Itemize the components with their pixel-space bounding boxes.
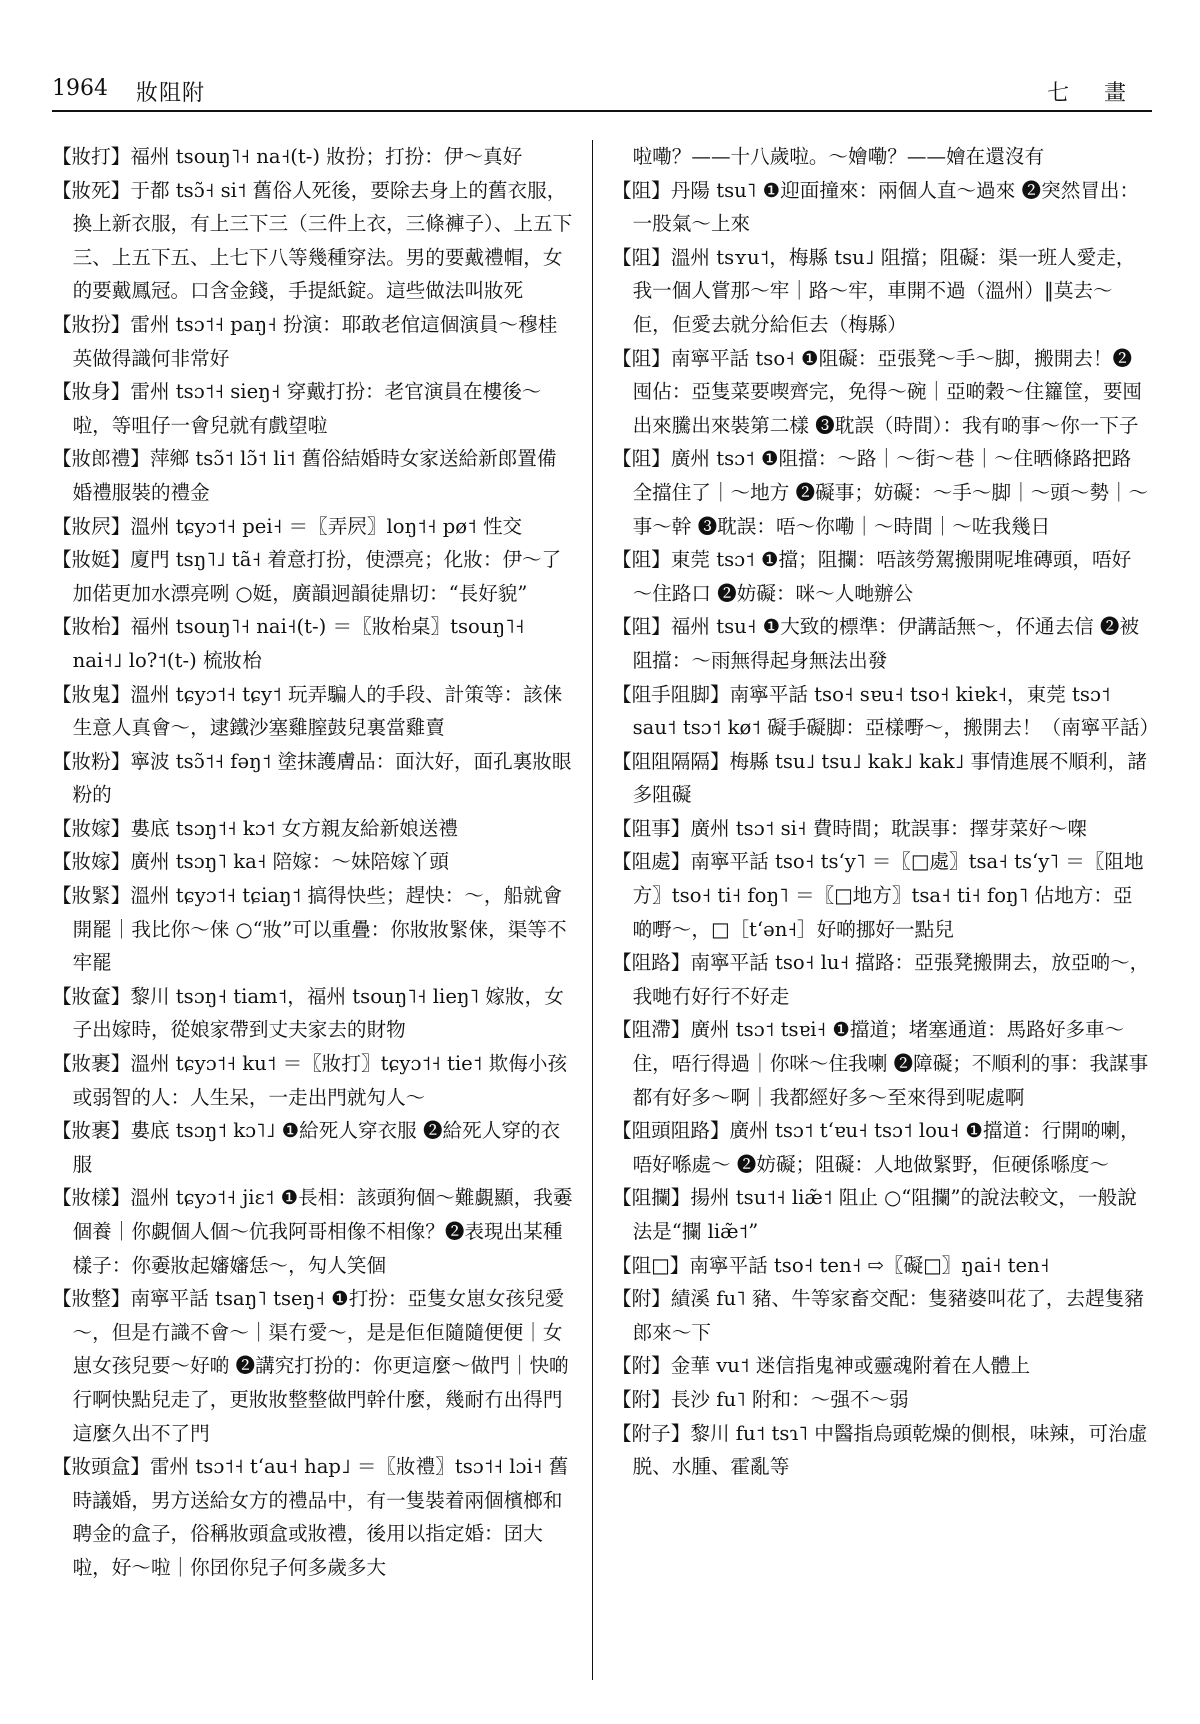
dictionary-entry: 【妝樣】溫州 tɕyɔ˦˧ jiɛ˦ ❶長相：該頭狗個～難覷顯，我嫑個養｜你覷個人個～伉我阿哥相像不相像？❷表現出某種樣子：你嫑妝起嬸嬸恁～，勼人笑個 xyxy=(52,1186,573,1277)
page-number: 1964 xyxy=(52,76,108,101)
dictionary-entry: 【妝緊】溫州 tɕyɔ˦˧ tɕiaŋ˦ 搞得快些；趕快：～，船就會開罷｜我比你～俫 ○“妝”可以重疊：你妝妝緊俫，渠等不牢罷 xyxy=(52,884,567,975)
section-title: 七 畫 xyxy=(1047,81,1140,106)
right-column-entries xyxy=(612,174,1160,1484)
left-column xyxy=(52,140,574,1585)
dictionary-entry: 【妝枱】福州 tsouŋ˥˧ nai˧(t-) ＝〖妝枱桌〗tsouŋ˥˧ nai˧˩ lo?˦(t-) 梳妝枱 xyxy=(52,615,525,672)
dictionary-entry: 【阻】福州 tsu˧ ❶大致的標準：伊講話無～，伓通去信 ❷被阻擋：～雨無得起身無法出發 xyxy=(612,615,1140,672)
running-title: 妝阻附 xyxy=(136,81,206,106)
dictionary-entry: 【附】金華 vu˦ 迷信指鬼神或靈魂附着在人體上 xyxy=(612,1354,1031,1378)
dictionary-entry: 【阻攔】揚州 tsu˦˧ liæ̃˦ 阻止 ○“阻攔”的說法較文，一般說法是“攔 liæ̃˦” xyxy=(612,1186,1137,1243)
dictionary-entry: 【妝娗】廈門 tsŋ˥˩ tã˧ 着意打扮，使漂亮；化妝：伊～了加偌更加水漂亮咧 ○娗，廣韻迥韻徒鼎切：“長好貌” xyxy=(52,548,562,605)
dictionary-entry: 【附】績溪 fu˥ 豬、牛等家畜交配：隻豬婆叫花了，去趕隻豬郎來～下 xyxy=(612,1287,1144,1344)
dictionary-entry: 【阻滯】廣州 tsɔ˦ tsɐi˧ ❶擋道；堵塞通道：馬路好多車～住，唔行得過｜你咪～住我喇 ❷障礙；不順利的事：我謀事都有好多～啊｜我都經好多～至來得到呢處啊 xyxy=(612,1018,1149,1109)
dictionary-entry: 【妝死】于都 tsɔ̃˧ si˦ 舊俗人死後，要除去身上的舊衣服，換上新衣服，有上三下三（三件上衣，三條褲子）、上五下三、上五下五、上七下八等幾種穿法。男的要戴禮帽，女的要戴鳳冠。口含金錢，手提紙錠。這些做法叫妝死 xyxy=(52,178,573,303)
dictionary-entry: 【阻□】南寧平話 tso˧ ten˧ ⇨〖礙□〗ŋai˧ ten˧ xyxy=(612,1253,1050,1277)
dictionary-entry: 【妝扮】雷州 tsɔ˦˧ paŋ˧ 扮演：耶敢老倌這個演員～穆桂英做得識何非常好 xyxy=(52,312,558,370)
dictionary-entry: 【阻路】南寧平話 tso˧ lu˧ 擋路：亞張凳搬開去，放亞啲～，我哋冇好行不好走 xyxy=(612,951,1150,1008)
dictionary-entry: 【阻手阻脚】南寧平話 tso˧ sɐu˧ tso˧ kiɐk˧，東莞 tsɔ˦ sau˦ tsɔ˦ kø˦ 礙手礙脚：亞樣嘢～，搬開去！（南寧平話） xyxy=(612,682,1160,740)
dictionary-entry: 【附】長沙 fu˥ 附和：～强不～弱 xyxy=(612,1387,909,1411)
dictionary-entry: 【妝屄】溫州 tɕyɔ˦˧ pei˧ ＝〖弄屄〗loŋ˦˧ pø˦ 性交 xyxy=(52,514,523,538)
dictionary-entry: 【妝郎禮】萍鄉 tsɔ̃˦ lɔ̃˦ li˦ 舊俗結婚時女家送給新郎置備婚禮服裝的禮金 xyxy=(52,447,557,504)
page-header xyxy=(52,72,1152,108)
dictionary-entry: 【阻阻隔隔】梅縣 tsu˩ tsu˩ kak˩ kak˩ 事情進展不順利，諸多阻礙 xyxy=(612,749,1147,807)
column-divider xyxy=(592,140,593,1680)
dictionary-entry: 【妝嫁】婁底 tsɔŋ˦˧ kɔ˦ 女方親友給新娘送禮 xyxy=(52,816,458,840)
dictionary-entry: 【妝打】福州 tsouŋ˥˧ na˧(t-) 妝扮；打扮：伊～真好 xyxy=(52,145,523,168)
dictionary-entry: 【妝整】南寧平話 tsaŋ˥ tseŋ˧ ❶打扮：亞隻女崽女孩兒愛～，但是冇識不會～｜渠冇愛～，是是佢佢隨隨便便｜女崽女孩兒要～好啲 ❷講究打扮的：你更這麼～做門｜快啲行啊快點兒走了，更妝妝整整做門幹什麼，幾耐冇出得門這麼久出不了門 xyxy=(52,1287,569,1445)
dictionary-entry: 【阻】廣州 tsɔ˦ ❶阻擋：～路｜～街～巷｜～住晒條路把路全擋住了｜～地方 ❷礙事；妨礙：～手～脚｜～頭～勢｜～事～幹 ❸耽誤：唔～你嘞｜～時間｜～咗我幾日 xyxy=(612,447,1149,538)
dictionary-entry: 【阻】東莞 tsɔ˦ ❶擋；阻攔：唔該勞駕搬開呢堆磚頭，唔好～住路口 ❷妨礙：咪～人哋辦公 xyxy=(612,548,1132,605)
dictionary-entry: 【阻頭阻路】廣州 tsɔ˦ tʻɐu˧ tsɔ˦ lou˧ ❶擋道：行開啲喇，唔好喺處～ ❷妨礙；阻礙：人地做緊野，佢硬係喺度～ xyxy=(612,1119,1140,1176)
dictionary-entry: 【妝鬼】溫州 tɕyɔ˦˧ tɕy˦ 玩弄騙人的手段、計策等：該俫生意人真會～，逮鐵沙塞雞膣鼓兒裏當雞賣 xyxy=(52,682,563,740)
right-column xyxy=(612,140,1160,1484)
dictionary-entry: 【附子】黎川 fu˦ tsɿ˥ 中醫指烏頭乾燥的側根，味辣，可治虛脱、水腫、霍亂等 xyxy=(612,1421,1148,1479)
dictionary-entry: 【妝身】雷州 tsɔ˦˧ sieŋ˧ 穿戴打扮：老官演員在樓後～啦，等咀仔一會兒就有戲望啦 xyxy=(52,380,542,437)
header-rule xyxy=(52,110,1152,112)
dictionary-entry: 【阻處】南寧平話 tso˧ tsʻy˥ ＝〖□處〗tsa˧ tsʻy˥ ＝〖阻地方〗tso˧ ti˧ foŋ˥ ＝〖□地方〗tsa˧ ti˧ foŋ˥ 佔地方：亞啲嘢～，□［tʻən˧］好啲挪好一點兒 xyxy=(612,850,1144,941)
continuation-text: 啦嘞？——十八歲啦。～嬒嘞？——嬒在還沒有 xyxy=(632,145,1045,168)
dictionary-entry: 【阻】溫州 tsʏu˦，梅縣 tsu˩ 阻擋；阻礙：渠一班人愛走，我一個人嘗那～牢｜路～牢，車開不過（溫州）‖莫去～佢，佢愛去就分給佢去（梅縣） xyxy=(612,245,1136,336)
dictionary-entry: 【妝嫁】廣州 tsɔŋ˥ ka˧ 陪嫁：～妹陪嫁丫頭 xyxy=(52,850,449,874)
dictionary-entry: 【妝裹】婁底 tsɔŋ˦ kɔ˥˩ ❶給死人穿衣服 ❷給死人穿的衣服 xyxy=(52,1119,561,1176)
dictionary-entry: 【妝裹】溫州 tɕyɔ˦˧ ku˦ ＝〖妝打〗tɕyɔ˦˧ tie˦ 欺侮小孩或弱智的人：人生呆，一走出門就勼人～ xyxy=(52,1052,568,1109)
dictionary-entry: 【阻】南寧平話 tso˧ ❶阻礙：亞張凳～手～脚，搬開去！❷囤佔：亞隻菜要喫齊完，免得～碗｜亞啲穀～住籮筐，要囤出來騰出來裝第二樣 ❸耽誤（時間）：我有啲事～你一下子 xyxy=(612,346,1143,437)
dictionary-entry: 【妝頭盒】雷州 tsɔ˦˧ tʻau˧ hap˩ ＝〖妝禮〗tsɔ˦˧ lɔi˧ 舊時議婚，男方送給女方的禮品中，有一隻裝着兩個檳榔和聘金的盒子，俗稱妝頭盒或妝禮，後用以指定婚：囝大啦，好～啦｜你囝你兒子何多歲多大 xyxy=(52,1455,569,1579)
dictionary-entry: 【妝奩】黎川 tsɔŋ˧ tiam˦，福州 tsouŋ˥˧ lieŋ˥ 嫁妝，女子出嫁時，從娘家帶到丈夫家去的財物 xyxy=(52,984,564,1042)
dictionary-entry: 【妝粉】寧波 tsɔ̃˦˧ fəŋ˦ 塗抹護膚品：面汏好，面孔裏妝眼粉的 xyxy=(52,749,572,807)
dictionary-entry: 【阻】丹陽 tsu˥ ❶迎面撞來：兩個人直～過來 ❷突然冒出：一股氣～上來 xyxy=(612,178,1140,236)
dictionary-entry: 【阻事】廣州 tsɔ˦ si˧ 費時間；耽誤事：擇芽菜好～㗎 xyxy=(612,816,1088,840)
